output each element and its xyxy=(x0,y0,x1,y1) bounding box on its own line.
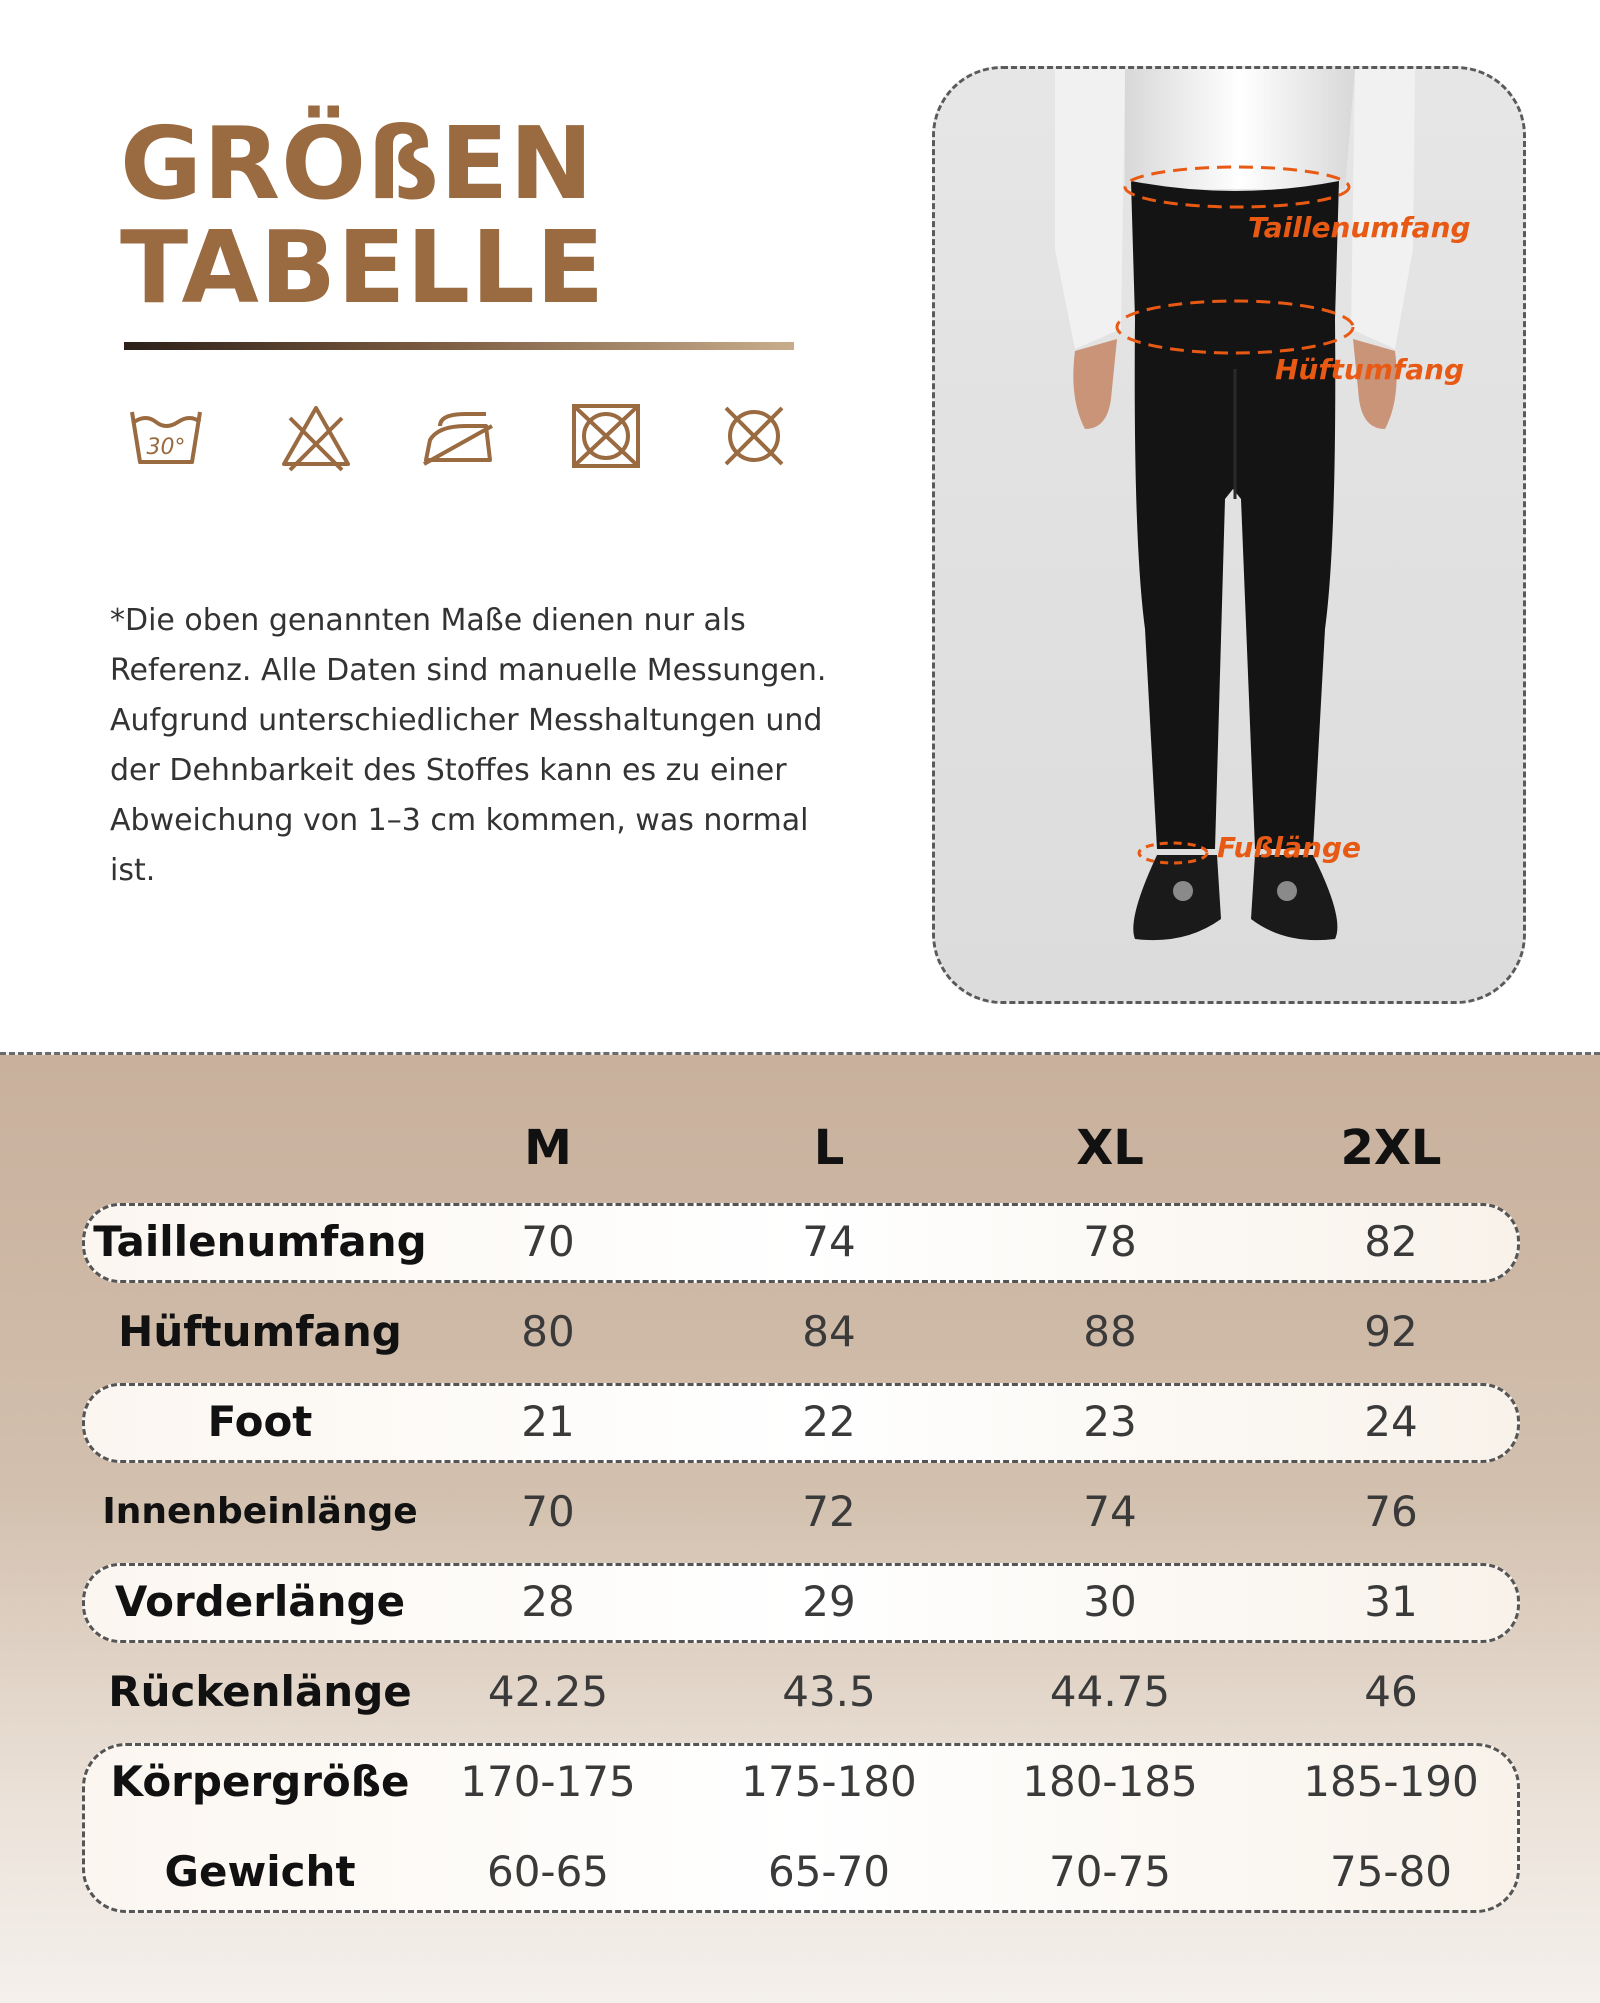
cell-foot-2xl: 24 xyxy=(1364,1397,1418,1446)
size-header-2xl: 2XL xyxy=(1340,1120,1442,1176)
no-iron-icon xyxy=(416,400,496,472)
title-divider xyxy=(124,342,794,350)
cell-foot-xl: 23 xyxy=(1083,1397,1137,1446)
no-dry-clean-icon xyxy=(714,400,794,472)
row-label-waist: Taillenumfang xyxy=(93,1217,427,1266)
row-label-weight: Gewicht xyxy=(164,1847,356,1896)
cell-hip-2xl: 92 xyxy=(1364,1307,1418,1356)
cell-weight-l: 65-70 xyxy=(767,1847,891,1896)
cell-body-height-l: 175-180 xyxy=(741,1757,917,1806)
cell-hip-m: 80 xyxy=(521,1307,575,1356)
cell-body-height-xl: 180-185 xyxy=(1022,1757,1198,1806)
size-header-l: L xyxy=(813,1120,845,1176)
cell-waist-l: 74 xyxy=(802,1217,856,1266)
size-table-section xyxy=(0,1052,1600,2003)
row-label-front-length: Vorderlänge xyxy=(114,1577,406,1626)
waist-label: Taillenumfang xyxy=(1248,211,1471,244)
hip-label: Hüftumfang xyxy=(1275,353,1465,386)
foot-label: Fußlänge xyxy=(1217,831,1361,864)
row-label-hip: Hüftumfang xyxy=(118,1307,402,1356)
cell-front-length-xl: 30 xyxy=(1083,1577,1137,1626)
cell-foot-m: 21 xyxy=(521,1397,575,1446)
cell-inseam-l: 72 xyxy=(802,1487,856,1536)
row-label-inseam: Innenbeinlänge xyxy=(102,1491,418,1532)
cell-back-length-xl: 44.75 xyxy=(1049,1667,1171,1716)
cell-hip-l: 84 xyxy=(802,1307,856,1356)
size-header-xl: XL xyxy=(1076,1120,1144,1176)
cell-weight-xl: 70-75 xyxy=(1048,1847,1172,1896)
page-title xyxy=(120,105,606,326)
measurement-note: *Die oben genannten Maße dienen nur als Referenz. Alle Daten sind manuelle Messungen. Aufgrund unterschiedlicher Messhaltungen und der Dehnbarkeit des Stoffes kann es zu einer Abweichung von 1–3 cm kommen, was normal ist. xyxy=(110,603,827,888)
cell-inseam-m: 70 xyxy=(521,1487,575,1536)
cell-waist-2xl: 82 xyxy=(1364,1217,1418,1266)
cell-back-length-m: 42.25 xyxy=(487,1667,609,1716)
no-tumble-dry-icon xyxy=(566,400,646,472)
cell-front-length-m: 28 xyxy=(521,1577,575,1626)
cell-foot-l: 22 xyxy=(802,1397,856,1446)
care-icons xyxy=(126,400,806,480)
cell-hip-xl: 88 xyxy=(1083,1307,1137,1356)
svg-text:30°: 30° xyxy=(146,435,186,460)
row-label-body-height: Körpergröße xyxy=(110,1757,410,1806)
cell-weight-m: 60-65 xyxy=(486,1847,610,1896)
title-line-2: TABELLE xyxy=(120,209,606,326)
cell-back-length-2xl: 46 xyxy=(1364,1667,1418,1716)
product-photo-frame xyxy=(932,66,1526,1004)
row-label-back-length: Rückenlänge xyxy=(108,1667,412,1716)
cell-back-length-l: 43.5 xyxy=(782,1667,876,1716)
cell-inseam-2xl: 76 xyxy=(1364,1487,1418,1536)
row-label-foot: Foot xyxy=(207,1397,313,1446)
cell-body-height-m: 170-175 xyxy=(460,1757,636,1806)
cell-front-length-l: 29 xyxy=(802,1577,856,1626)
wash-30-icon xyxy=(126,400,206,472)
size-header-m: M xyxy=(524,1120,572,1176)
cell-inseam-xl: 74 xyxy=(1083,1487,1137,1536)
size-table xyxy=(0,1055,1600,2003)
cell-front-length-2xl: 31 xyxy=(1364,1577,1418,1626)
cell-waist-xl: 78 xyxy=(1083,1217,1137,1266)
cell-waist-m: 70 xyxy=(521,1217,575,1266)
no-bleach-icon xyxy=(276,400,356,472)
cell-body-height-2xl: 185-190 xyxy=(1303,1757,1479,1806)
title-line-1: GRÖßEN xyxy=(120,105,595,222)
cell-weight-2xl: 75-80 xyxy=(1329,1847,1453,1896)
